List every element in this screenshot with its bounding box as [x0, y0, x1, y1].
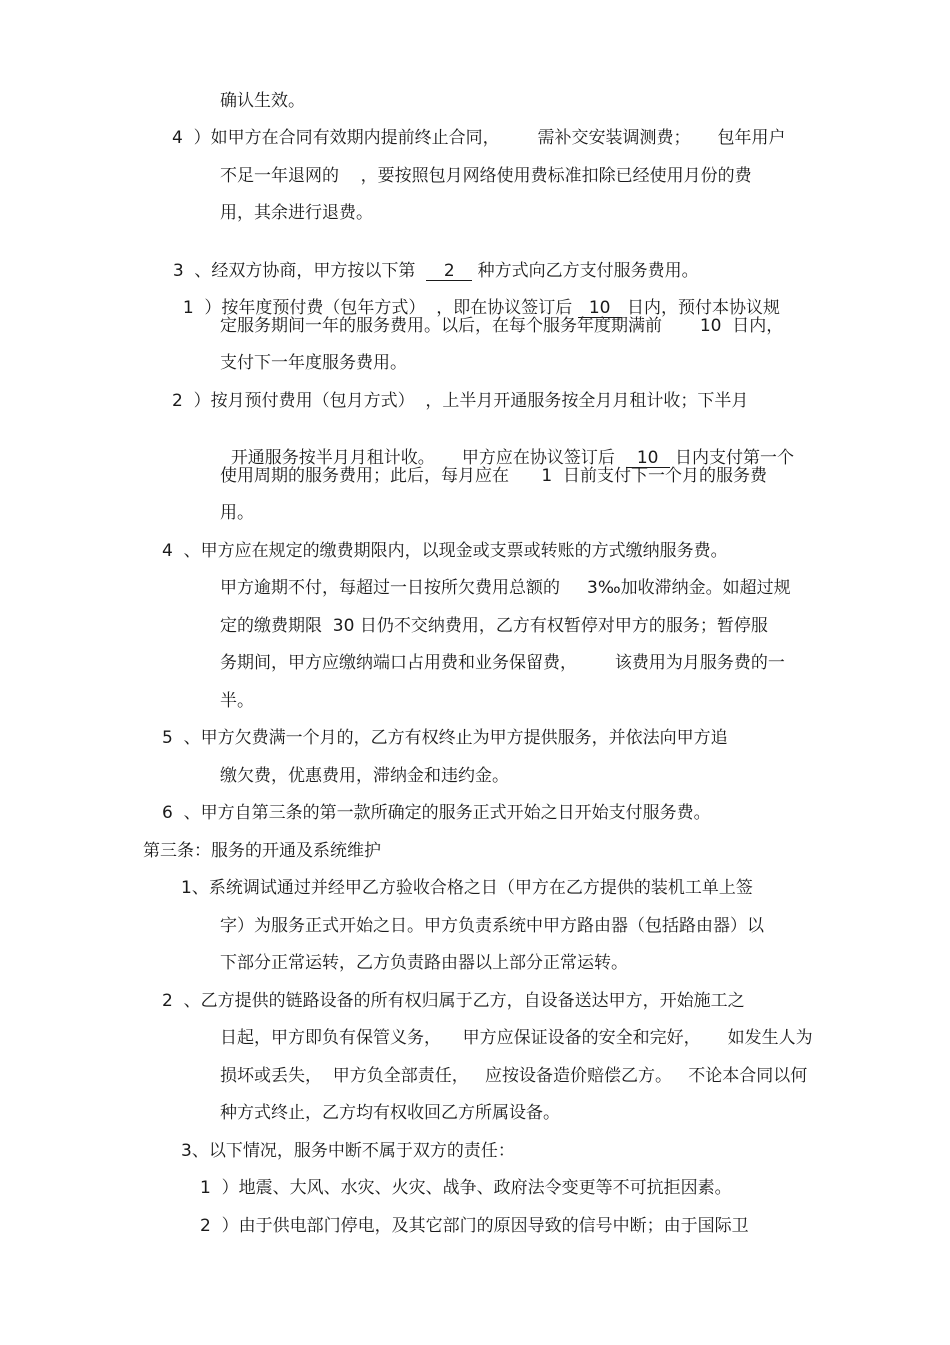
text-line: 用，其余进行退费。: [220, 203, 373, 223]
text-line: [172, 278, 780, 318]
section-heading: 第三条：服务的开通及系统维护: [143, 841, 381, 861]
text-segment: 3 、经双方协商，甲方按以下第: [172, 261, 427, 281]
text-line: [220, 428, 794, 468]
text-line: 支付下一年度服务费用。: [220, 353, 407, 373]
text-line: [162, 241, 699, 281]
text-line: 字）为服务正式开始之日。甲方负责系统中甲方路由器（包括路由器）以: [220, 916, 764, 936]
text-segment: 种方式向乙方支付服务费用。: [472, 261, 699, 281]
text-line: 下部分正常运转，乙方负责路由器以上部分正常运转。: [220, 953, 628, 973]
text-line: 定服务期间一年的服务费用。以后，在每个服务年度期满前 10 日内，: [220, 316, 784, 336]
text-line: 2 ）按月预付费用（包月方式） ，上半月开通服务按全月月租计收；下半月: [172, 391, 749, 411]
text-line: 损坏或丢失， 甲方负全部责任， 应按设备造价赔偿乙方。 不论本合同以何: [220, 1066, 808, 1086]
text-line: 6 、甲方自第三条的第一款所确定的服务正式开始之日开始支付服务费。: [162, 803, 711, 823]
text-line: 1 ）地震、大风、水灾、火灾、战争、政府法令变更等不可抗拒因素。: [200, 1178, 732, 1198]
text-line: 确认生效。: [220, 91, 305, 111]
text-line: 用。: [220, 503, 254, 523]
text-line: 务期间，甲方应缴纳端口占用费和业务保留费， 该费用为月服务费的一: [220, 653, 785, 673]
underlined-value: 10: [578, 299, 622, 318]
underlined-value: 10: [626, 449, 670, 468]
text-line: 使用周期的服务费用；此后，每月应在 1 日前支付下一个月的服务费: [220, 466, 768, 486]
text-line: 定的缴费期限 30 日仍不交纳费用，乙方有权暂停对甲方的服务；暂停服: [220, 616, 768, 636]
text-line: 不足一年退网的 ，要按照包月网络使用费标准扣除已经使用月份的费: [220, 166, 752, 186]
text-line: 4 、甲方应在规定的缴费期限内，以现金或支票或转账的方式缴纳服务费。: [162, 541, 728, 561]
text-line: 半。: [220, 691, 254, 711]
underlined-value: 2: [426, 262, 472, 281]
text-line: 1、系统调试通过并经甲乙方验收合格之日（甲方在乙方提供的装机工单上签: [181, 878, 753, 898]
text-line: 日起，甲方即负有保管义务， 甲方应保证设备的安全和完好， 如发生人为: [220, 1028, 813, 1048]
text-line: 5 、甲方欠费满一个月的，乙方有权终止为甲方提供服务，并依法向甲方追: [162, 728, 728, 748]
text-line: 缴欠费，优惠费用，滞纳金和违约金。: [220, 766, 509, 786]
text-line: 3、以下情况，服务中断不属于双方的责任：: [181, 1141, 515, 1161]
text-segment: 开通服务按半月月租计收。 甲方应在协议签订后: [230, 448, 626, 468]
text-line: 甲方逾期不付，每超过一日按所欠费用总额的 3‰加收滞纳金。如超过规: [220, 578, 791, 598]
text-segment: 1 ）按年度预付费（包年方式） ，即在协议签订后: [182, 298, 578, 318]
text-line: 2 ）由于供电部门停电，及其它部门的原因导致的信号中断；由于国际卫: [200, 1216, 749, 1236]
text-line: 4 ）如甲方在合同有效期内提前终止合同， 需补交安装调测费； 包年用户: [172, 128, 786, 148]
text-line: 2 、乙方提供的链路设备的所有权归属于乙方，自设备送达甲方，开始施工之: [162, 991, 745, 1011]
text-line: 种方式终止，乙方均有权收回乙方所属设备。: [220, 1103, 560, 1123]
text-segment: 日内支付第一个: [669, 448, 795, 468]
text-segment: 日内，预付本协议规: [621, 298, 781, 318]
